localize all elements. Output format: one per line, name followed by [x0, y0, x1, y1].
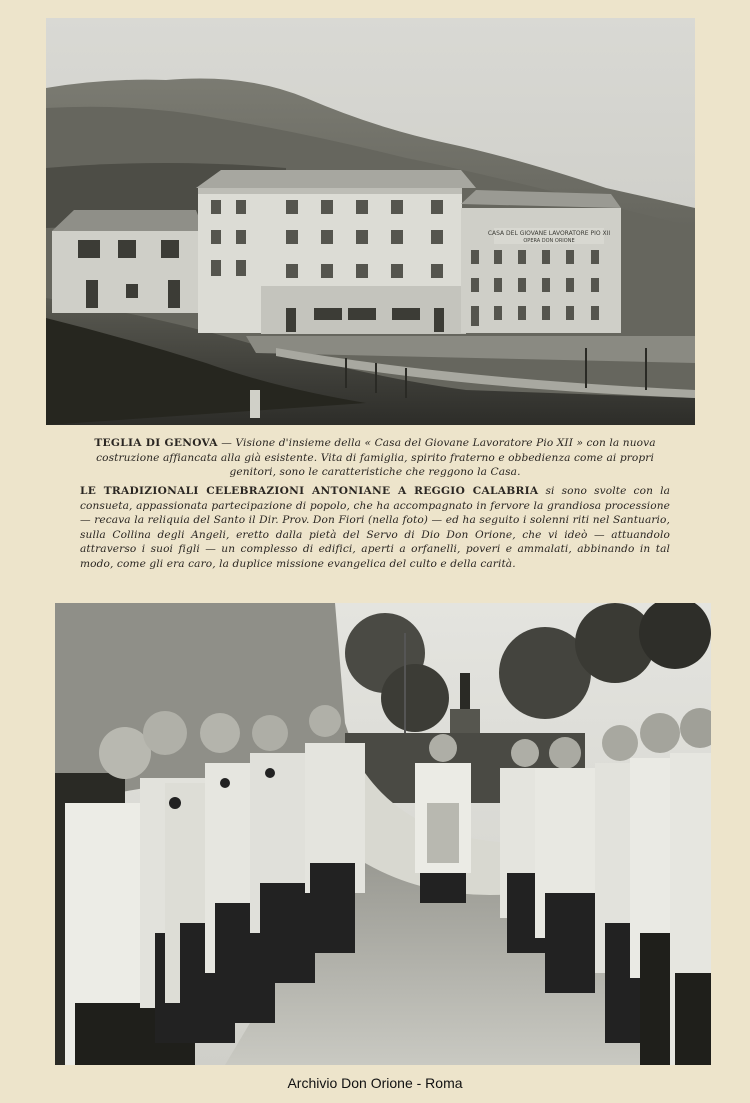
photo-procession-illustration [55, 603, 711, 1065]
caption2-heading: LE TRADIZIONALI CELEBRAZIONI ANTONIANE A REGGIO CALABRIA [80, 485, 539, 497]
photo-buildings-illustration [46, 18, 695, 425]
caption2-text: si sono svolte con la consueta, appassionata partecipazione di popolo, che ha accompagnato in fervore la grandiosa processione — recava la reliquia del Santo il Dir. Prov. Don Fiori (nella foto) — ed ha seguito i solenni riti nel Santuario, sulla Collina degli Angeli, eretto dalla pietà del Servo di Dio Don Orione, che vi ideò — attuandolo attraverso i suoi figli — un complesso di edifici, aperti a orfanelli, poveri e ammalati, abbinando in tal modo, come gli era caro, la duplice missione evangelica del culto e della carità. [80, 485, 670, 570]
building-sign-line2: OPERA DON ORIONE [523, 238, 575, 244]
caption-reggio-calabria [80, 484, 670, 572]
archive-footer: Archivio Don Orione - Roma [287, 1075, 463, 1091]
caption1-heading: TEGLIA DI GENOVA [94, 437, 218, 449]
photo-procession-reggio-calabria [55, 603, 711, 1065]
caption-teglia-di-genova [80, 436, 670, 480]
caption1-text: — Visione d'insieme della « Casa del Giovane Lavoratore Pio XII » con la nuova costruzione affiancata alla già esistente. Vita di famiglia, spirito fraterno e obbedienza come ai propri genitori, sono le caratteristiche che reggono la Casa. [96, 437, 656, 479]
photo-casa-giovane-lavoratore [46, 18, 695, 425]
building-sign-line1: CASA DEL GIOVANE LAVORATORE PIO XII [487, 230, 611, 237]
